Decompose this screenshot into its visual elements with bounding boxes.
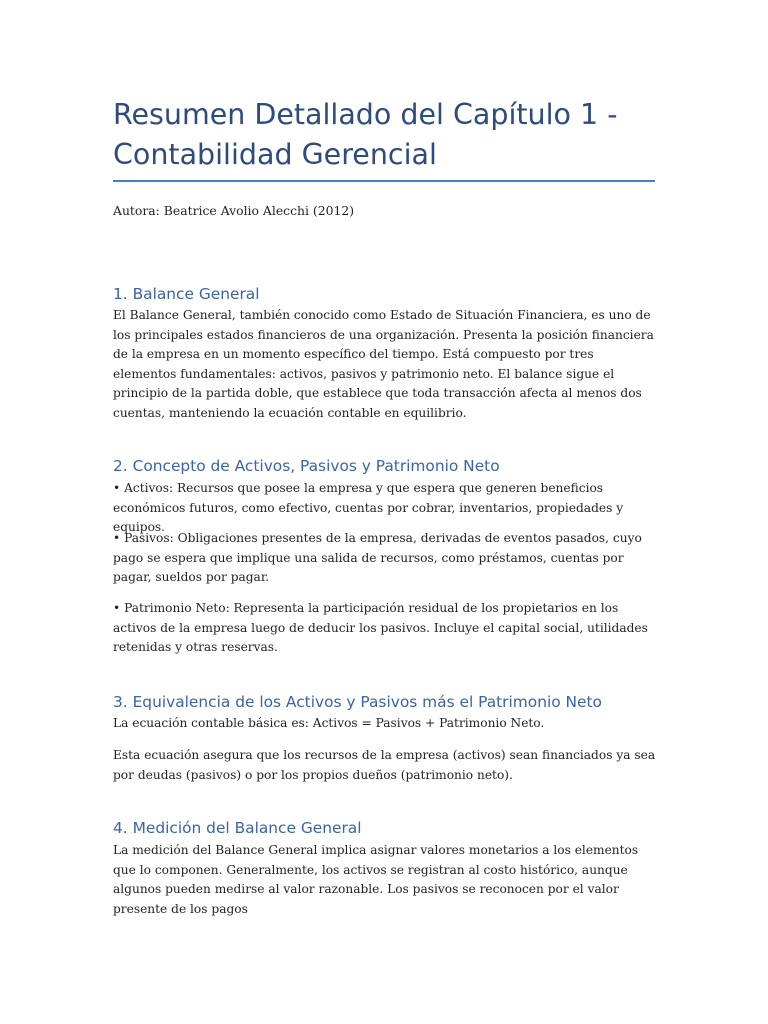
paragraph-patrimonio-neto: • Patrimonio Neto: Representa la participación residual de los propietarios en los activos de la empresa luego de deducir los pasivos. Incluye el capital social, utilidades retenidas y otras reservas. [113, 601, 648, 654]
section-heading-balance-general: 1. Balance General [113, 285, 260, 303]
title-divider [113, 180, 655, 182]
paragraph-equation-explained: Esta ecuación asegura que los recursos de la empresa (activos) sean financiados ya sea por deudas (pasivos) o por los propios dueños (patrimonio neto). [113, 748, 656, 782]
section-heading-concepts: 2. Concepto de Activos, Pasivos y Patrimonio Neto [113, 457, 500, 475]
paragraph-equation: La ecuación contable básica es: Activos = Pasivos + Patrimonio Neto. [113, 716, 545, 730]
paragraph-balance-general: El Balance General, también conocido como Estado de Situación Financiera, es uno de los principales estados financieros de una organización. Presenta la posición financiera de la empresa en un momento específico del tiempo. Está compuesto por tres elementos fundamentales: activos, pasivos y patrimonio neto. El balance sigue el principio de la partida doble, que establece que toda transacción afecta al menos dos cuentas, manteniendo la ecuación contable en equilibrio. [113, 308, 654, 420]
paragraph-activos: • Activos: Recursos que posee la empresa y que espera que generen beneficios económicos futuros, como efectivo, cuentas por cobrar, inventarios, propiedades y equipos. [113, 481, 624, 534]
section-heading-measurement: 4. Medición del Balance General [113, 819, 362, 837]
author-line: Autora: Beatrice Avolio Alecchi (2012) [113, 203, 355, 218]
paragraph-pasivos: • Pasivos: Obligaciones presentes de la empresa, derivadas de eventos pasados, cuyo pago se espera que implique una salida de recursos, como préstamos, cuentas por pagar, sueldos por pagar. [113, 531, 642, 584]
section-heading-equivalence: 3. Equivalencia de los Activos y Pasivos más el Patrimonio Neto [113, 693, 602, 711]
document-title: Resumen Detallado del Capítulo 1 - Contabilidad Gerencial [113, 98, 618, 171]
paragraph-measurement: La medición del Balance General implica asignar valores monetarios a los elementos que lo componen. Generalmente, los activos se registran al costo histórico, aunque algunos pueden medirse al valor razonable. Los pasivos se reconocen por el valor presente de los pagos [113, 843, 639, 916]
